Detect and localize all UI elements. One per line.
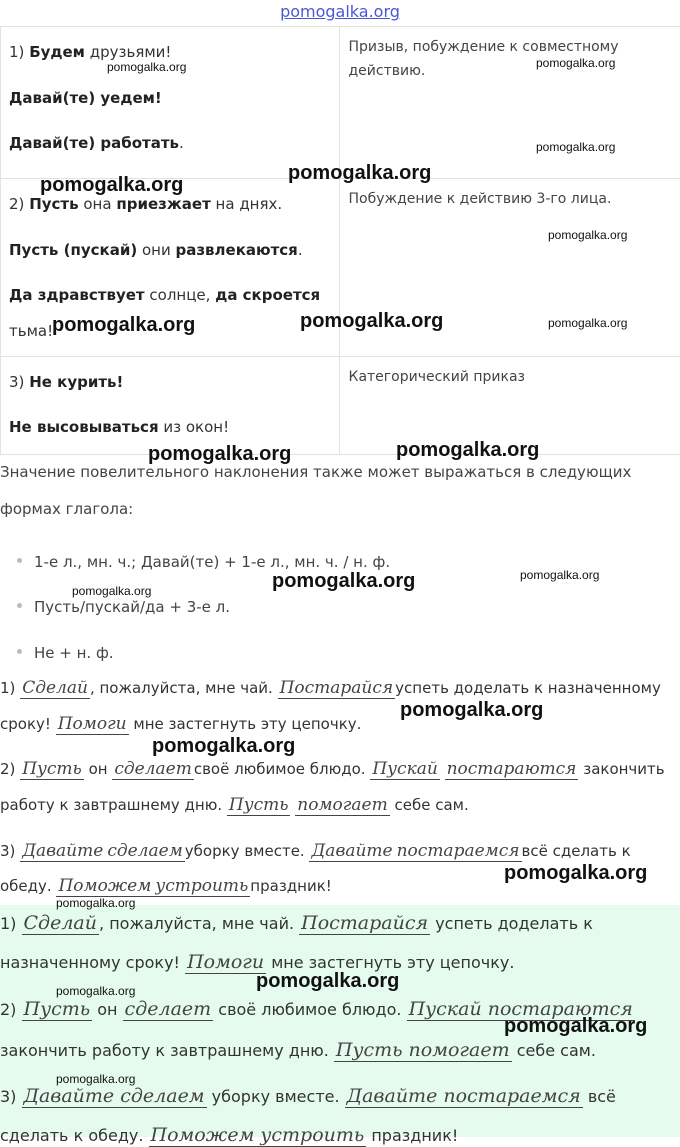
handwritten-word: Поможем устроить <box>149 1124 367 1147</box>
handwritten-word: Давайте постараемся <box>345 1085 583 1108</box>
handwritten-word: Сделай <box>20 678 90 699</box>
answer-line: 3) Давайте сделаем уборку вместе. Давайте постараемся всё <box>0 1085 616 1107</box>
handwritten-word: Постарайся <box>299 912 430 935</box>
handwritten-word: Пускай постараются <box>407 998 635 1021</box>
site-link[interactable]: pomogalka.org <box>0 2 680 21</box>
handwritten-word: Давайте <box>309 841 394 862</box>
example-line: обеду. Поможем устроить праздник! <box>0 876 332 896</box>
bullet-dot-icon <box>17 649 22 654</box>
handwritten-word: Пускай <box>370 759 439 780</box>
handwritten-word: Поможем <box>56 876 153 897</box>
example-line: Давай(те) уедем! <box>9 89 162 107</box>
handwritten-word: Давайте сделаем <box>22 1085 207 1108</box>
answer-line: сделать к обеду. Поможем устроить праздник! <box>0 1124 458 1146</box>
example-line: Да здравствует солнце, да скроется <box>9 286 320 304</box>
meaning-text: Призыв, побуждение к совместному действию. <box>349 35 669 83</box>
handwritten-word: постараются <box>445 759 579 780</box>
list-item: Пусть/пускай/да + 3-е л. <box>17 598 230 616</box>
list-item: 1-е л., мн. ч.; Давай(те) + 1-е л., мн. ч. / н. ф. <box>17 553 390 571</box>
watermark: pomogalka.org <box>148 443 291 466</box>
handwritten-word: Давайте <box>20 841 105 862</box>
watermark: pomogalka.org <box>400 699 543 722</box>
watermark: pomogalka.org <box>504 862 647 885</box>
handwritten-word: сделает <box>123 998 214 1021</box>
handwritten-word: Сделай <box>22 912 100 935</box>
table-row <box>1 357 680 455</box>
handwritten-word: сделает <box>112 759 194 780</box>
watermark: pomogalka.org <box>396 439 539 462</box>
watermark: pomogalka.org <box>520 568 599 582</box>
watermark: pomogalka.org <box>256 970 399 993</box>
meaning-text: Побуждение к действию 3-го лица. <box>349 187 669 211</box>
example-line: сроку! Помоги мне застегнуть эту цепочку. <box>0 714 361 734</box>
watermark: pomogalka.org <box>52 314 195 337</box>
answer-line: 1) Сделай , пожалуйста, мне чай. Постарайся успеть доделать к <box>0 912 593 934</box>
handwritten-word: Постарайся <box>278 678 396 699</box>
example-line: работу к завтрашнему дню. Пусть помогает себе сам. <box>0 795 469 815</box>
watermark: pomogalka.org <box>504 1015 647 1038</box>
example-line: Не высовываться из окон! <box>9 418 229 436</box>
bullet-dot-icon <box>17 603 22 608</box>
watermark: pomogalka.org <box>72 584 151 598</box>
watermark: pomogalka.org <box>536 56 615 70</box>
example-line: 1) Будем друзьями! <box>9 43 171 61</box>
answer-line: закончить работу к завтрашнему дню. Пусть помогает себе сам. <box>0 1039 596 1061</box>
example-line: тьма! <box>9 322 53 340</box>
handwritten-word: Помоги <box>185 951 266 974</box>
watermark: pomogalka.org <box>56 896 135 910</box>
handwritten-word: Пусть <box>227 795 291 816</box>
example-line: Давай(те) работать. <box>9 134 184 152</box>
examples-cell <box>1 357 340 455</box>
watermark: pomogalka.org <box>300 310 443 333</box>
meaning-cell <box>339 27 680 179</box>
meaning-text: Категорический приказ <box>349 365 669 389</box>
watermark: pomogalka.org <box>548 316 627 330</box>
watermark: pomogalka.org <box>536 140 615 154</box>
watermark: pomogalka.org <box>272 570 415 593</box>
intro-text: формах глагола: <box>0 500 133 518</box>
answer-line: назначенному сроку! Помоги мне застегнуть эту цепочку. <box>0 951 514 973</box>
example-line: 1) Сделай , пожалуйста, мне чай. Постарайся успеть доделать к назначенному <box>0 678 661 698</box>
watermark: pomogalka.org <box>288 162 431 185</box>
list-item: Не + н. ф. <box>17 644 114 662</box>
handwritten-word: Пусть помогает <box>334 1039 512 1062</box>
watermark: pomogalka.org <box>152 735 295 758</box>
example-line: 2) Пусть он сделает своё любимое блюдо. Пускай постараются закончить <box>0 759 665 779</box>
handwritten-word: Пусть <box>20 759 84 780</box>
watermark: pomogalka.org <box>107 60 186 74</box>
watermark: pomogalka.org <box>56 984 135 998</box>
watermark: pomogalka.org <box>56 1072 135 1086</box>
answer-line: 2) Пусть он сделает своё любимое блюдо. Пускай постараются <box>0 998 635 1020</box>
example-line: 3) Давайте сделаем уборку вместе. Давайте постараемся всё сделать к <box>0 841 631 861</box>
watermark: pomogalka.org <box>548 228 627 242</box>
bullet-dot-icon <box>17 558 22 563</box>
table-row <box>1 27 680 179</box>
example-line: 2) Пусть она приезжает на днях. <box>9 195 282 213</box>
handwritten-word: сделаем <box>105 841 184 862</box>
examples-cell <box>1 27 340 179</box>
handwritten-word: постараемся <box>395 841 522 862</box>
handwritten-word: устроить <box>153 876 250 897</box>
handwritten-word: Пусть <box>22 998 93 1021</box>
example-line: Пусть (пускай) они развлекаются. <box>9 241 303 259</box>
intro-text: Значение повелительного наклонения также может выражаться в следующих <box>0 463 631 481</box>
watermark: pomogalka.org <box>40 174 183 197</box>
example-line: 3) Не курить! <box>9 373 123 391</box>
handwritten-word: Помоги <box>56 714 129 735</box>
handwritten-word: помогает <box>295 795 389 816</box>
